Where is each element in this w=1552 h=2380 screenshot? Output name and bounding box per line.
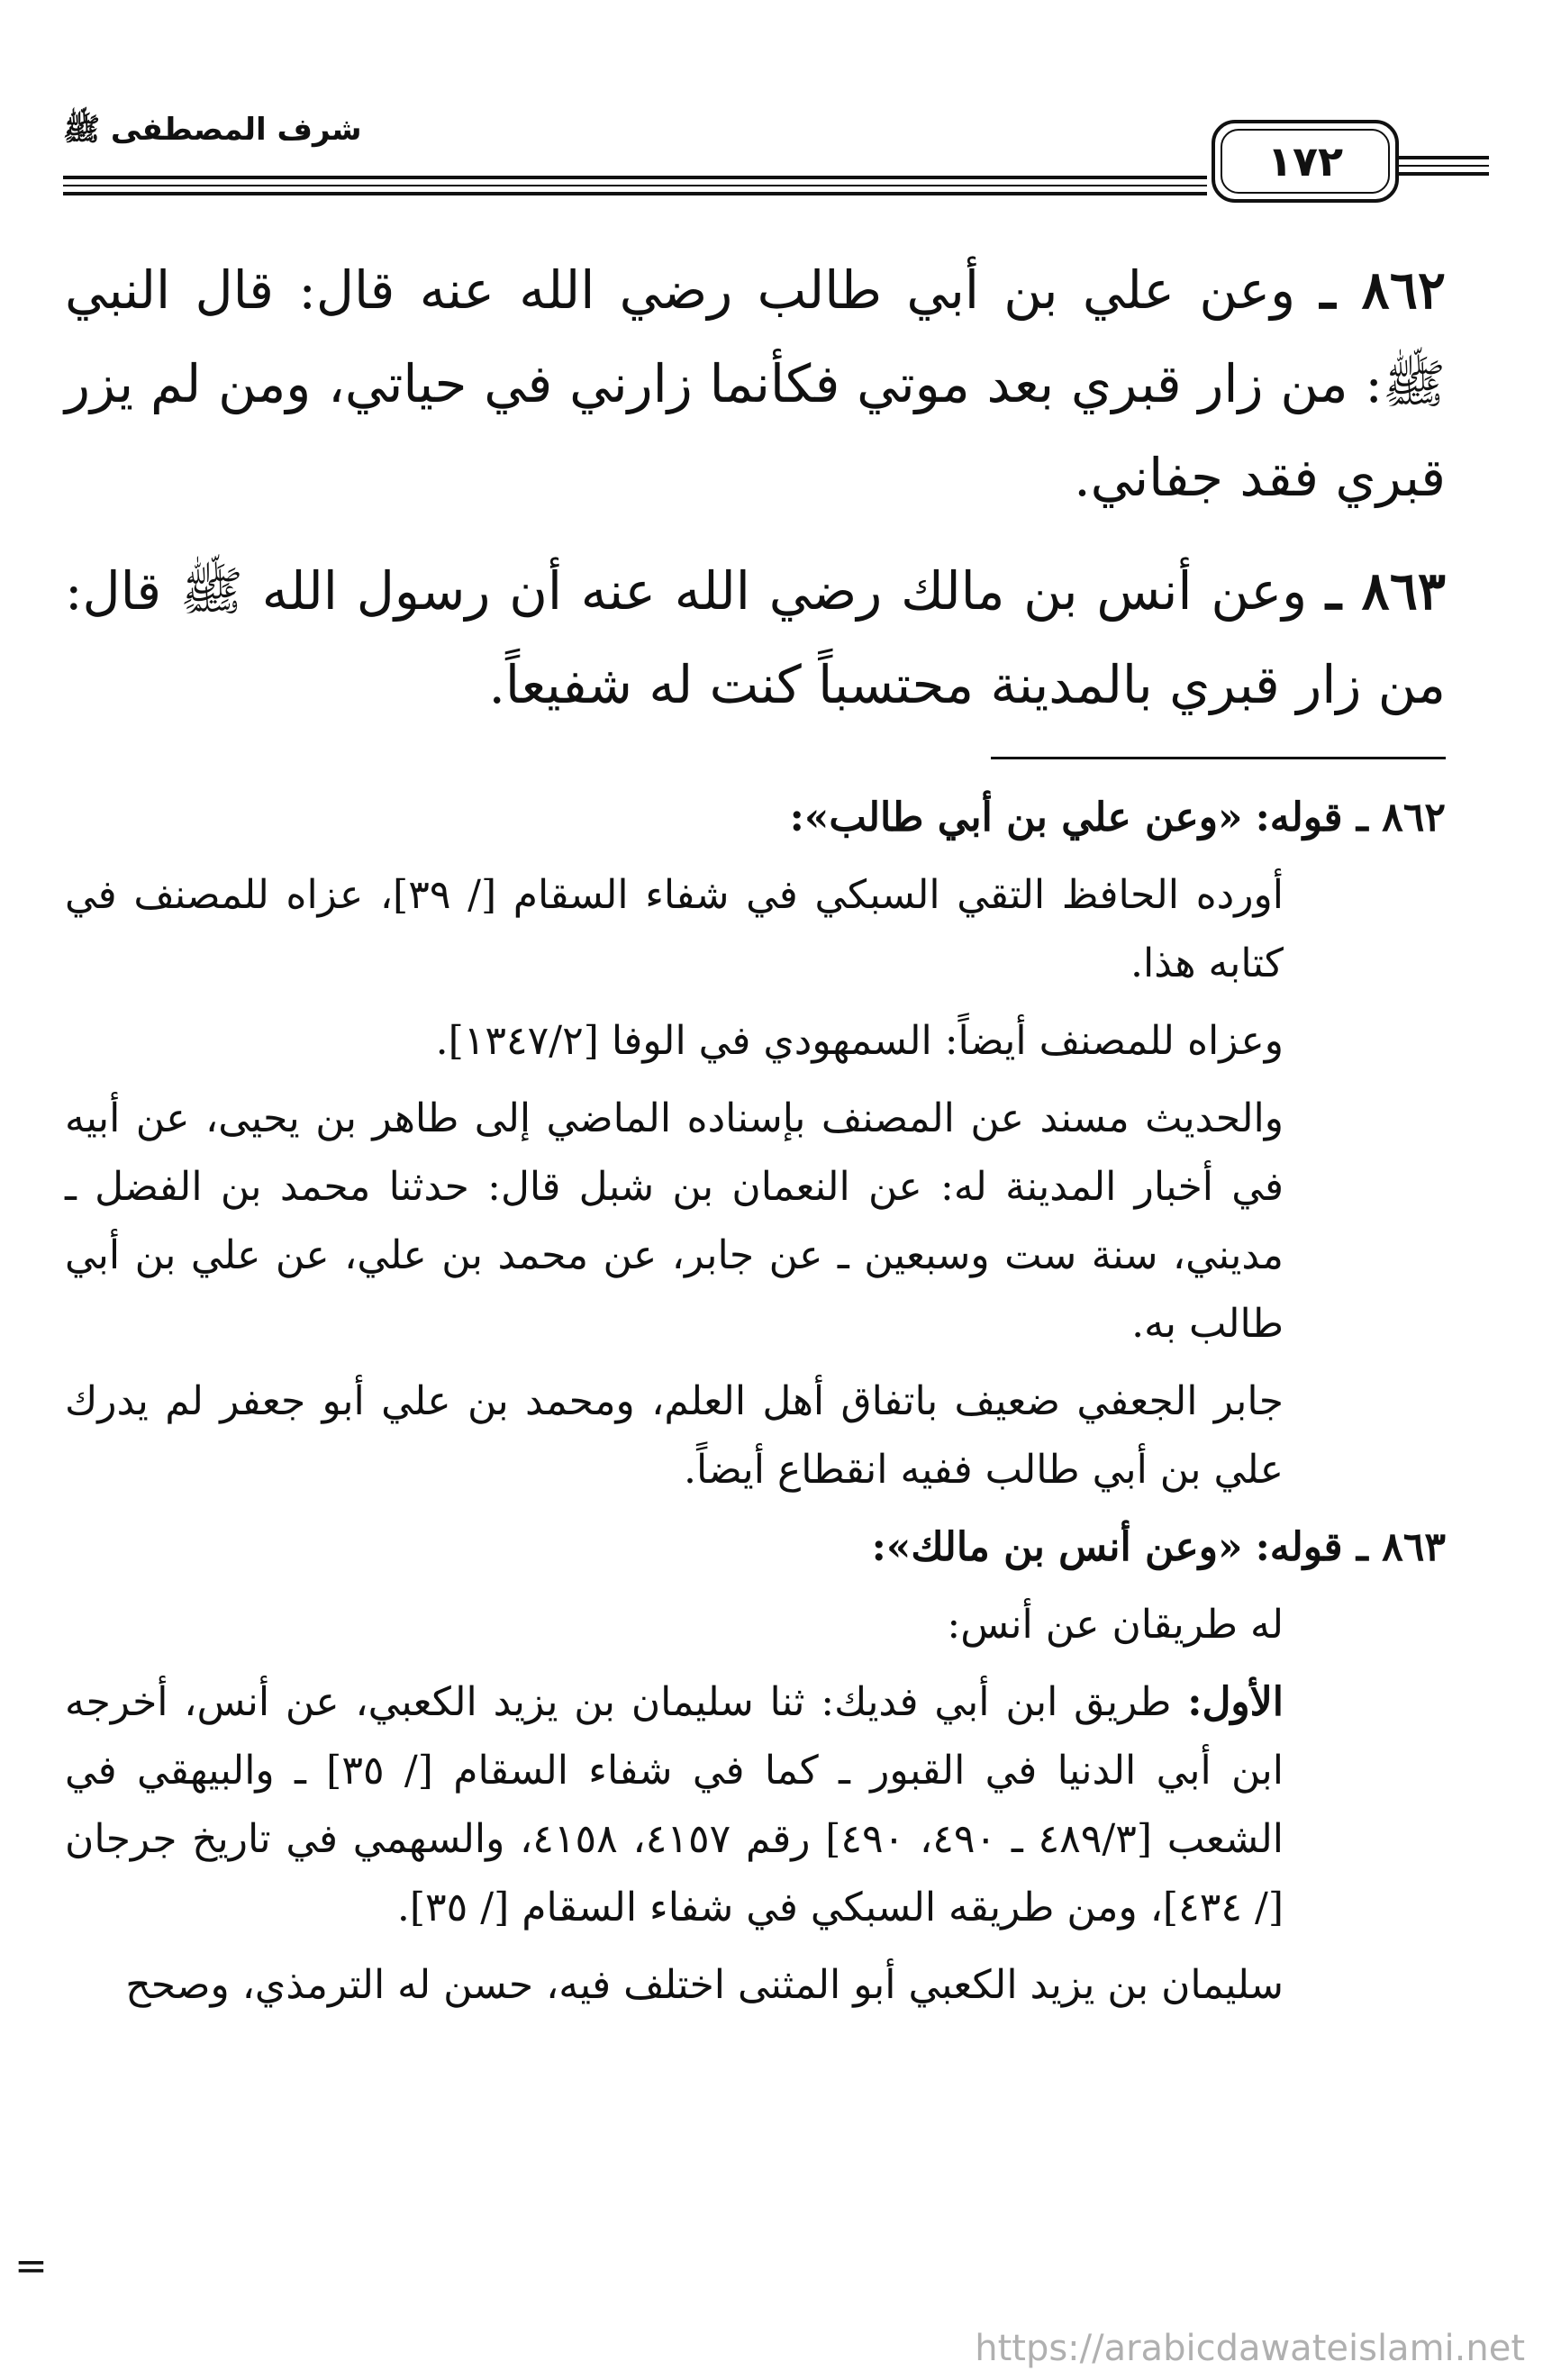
note-quote: «وعن علي بن أبي طالب»: [789,795,1243,840]
header-rule [63,185,1207,186]
continuation-mark: = [14,2243,48,2289]
note-paragraph: له طريقان عن أنس: [947,1602,1284,1648]
hadith-text: وعن علي بن أبي طالب رضي الله عنه قال: قال النبي ﷺ: من زار قبري بعد موتي فكأنما زارني في حياتي، ومن لم يزر قبري فقد جفاني. [65,259,1446,508]
note-ref: ٨٦٢ ـ قوله: [1255,795,1446,840]
note-paragraph: وعزاه للمصنف أيضاً: السمهودي في الوفا [١٣٤٧/٢]. [435,1018,1284,1064]
page-number: ١٧٢ [1266,137,1344,186]
note-paragraph: أورده الحافظ التقي السبكي في شفاء السقام [/ ٣٩]، عزاه للمصنف في كتابه هذا. [65,872,1284,986]
header-ornament-bar [1390,156,1489,159]
header-ornament-bar [1390,172,1489,176]
hadith-paragraph [65,544,1446,731]
note-heading [65,1513,1446,1582]
header-rule [63,176,1207,179]
page-header [63,95,1453,207]
header-rule [63,192,1207,195]
note-text: طريق ابن أبي فديك: ثنا سليمان بن يزيد الكعبي، عن أنس، أخرجه ابن أبي الدنيا في القبور ـ كما في شفاء السقام [/ ٣٥] ـ والبيهقي في الشعب [٤٨٩/٣ ـ ٤٩٠، ٤٩٠] رقم ٤١٥٧، ٤١٥٨، والسهمي في تاريخ جرجان [/ ٤٣٤]، ومن طريقه السبكي في شفاء السقام [/ ٣٥]. [65,1679,1284,1930]
main-text [65,243,1446,751]
running-title: شرف المصطفى ﷺ [63,112,362,148]
note-paragraph: سليمان بن يزيد الكعبي أبو المثنى اختلف فيه، حسن له الترمذي، وصحح [125,1962,1284,2008]
note-quote: «وعن أنس بن مالك»: [871,1524,1243,1570]
footnotes [65,784,1446,2029]
note-heading [65,784,1446,852]
hadith-number: ٨٦٢ ـ [1320,259,1447,321]
note-ref: ٨٦٣ ـ قوله: [1255,1524,1446,1570]
note-paragraph: والحديث مسند عن المصنف بإسناده الماضي إلى طاهر بن يحيى، عن أبيه في أخبار المدينة له: عن النعمان بن شبل قال: حدثنا محمد بن الفضل ـ مديني، سنة ست وسبعين ـ عن جابر، عن محمد بن علي، عن علي بن أبي طالب به. [65,1095,1284,1347]
hadith-number: ٨٦٣ ـ [1325,560,1447,622]
hadith-text: وعن أنس بن مالك رضي الله عنه أن رسول الله ﷺ قال: من زار قبري بالمدينة محتسباً كنت له شفيعاً. [65,560,1446,715]
note-paragraph: جابر الجعفي ضعيف باتفاق أهل العلم، ومحمد بن علي أبو جعفر لم يدرك علي بن أبي طالب ففيه انقطاع أيضاً. [65,1378,1284,1493]
page-number-frame [1212,120,1399,203]
note-label: الأول: [1187,1679,1284,1725]
header-ornament-bar [1390,165,1489,167]
footnote-separator [991,757,1446,759]
watermark-url: https://arabicdawateislami.net [975,2328,1525,2369]
note-paragraph [65,1668,1446,1942]
hadith-paragraph [65,243,1446,524]
